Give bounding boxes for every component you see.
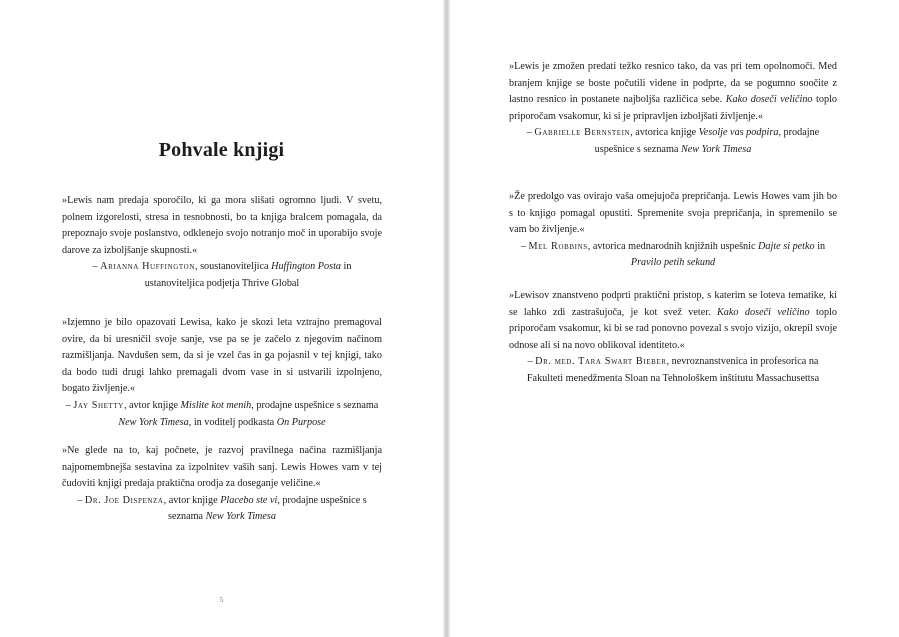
author-name: Jay Shetty (73, 399, 124, 411)
quote-text: »Lewisov znanstveno podprti praktični pristop, s katerim se loteva tematike, ki se lahko zdi zastrašujoča, je kot svež veter. Kako doseči veličino toplo priporočam vsakomur, ki bi se rad ponovno povezal s svojo vizijo, okrepil svoje odnose ali si na novo oblikoval identiteto.« (509, 290, 837, 351)
author-name: Dr. med. Tara Swart Bieber (535, 356, 667, 368)
quote-text: »Lewis je zmožen predati težko resnico tako, da vas pri tem opolnomoči. Med branjem knjige se boste počutili videne in podprte, da se pogumno soočite z lastno resnico in postanete najboljša različica sebe. Kako doseči veličino toplo priporočam vsakomur, ki si je pripravljen izboljšati življenje.« (509, 61, 837, 122)
author-name: Gabrielle Bernstein (534, 127, 631, 139)
quote-text: »Že predolgo vas ovirajo vaša omejujoča prepričanja. Lewis Howes vam jih bo s to knjigo pomagal opustiti. Spremenite svoja prepričanja, in spremenilo se vam bo življenje.« (509, 191, 837, 236)
quote-attribution: – Dr. Joe Dispenza, avtor knjige Placebo ste vi, prodajne uspešnice s seznama New York Timesa (77, 494, 367, 523)
testimonial-swart-bieber (509, 288, 837, 388)
page-number: 5 (219, 596, 224, 604)
quote-text: »Ne glede na to, kaj počnete, je razvoj pravilnega načina razmišljanja najpomembnejša sestavina za izpolnitev vaših sanj. Lewis Howes vam v tej čudoviti knjigi predaja praktična orodja za doseganje veličine.« (62, 445, 382, 490)
page-title: Pohvale knjigi (158, 139, 285, 161)
quote-attribution: – Dr. med. Tara Swart Bieber, nevroznanstvenica in profesorica na Fakulteti menedžmenta Sloan na Tehnološkem inštitutu Massachusettsa (526, 356, 820, 384)
right-page (450, 0, 899, 637)
testimonial-shetty (62, 315, 382, 431)
left-page (0, 0, 443, 637)
quote-attribution: – Gabrielle Bernstein, avtorica knjige Vesolje vas podpira, prodajne uspešnice s seznama New York Timesa (526, 127, 820, 155)
author-name: Dr. Joe Dispenza (84, 494, 164, 506)
testimonial-dispenza (62, 443, 382, 526)
book-gutter (443, 0, 450, 637)
quote-text: »Izjemno je bilo opazovati Lewisa, kako je skozi leta vztrajno premagoval ovire, da bi uresničil svoje sanje, vse pa se je začelo z njegovim načinom razmišljanja. Navdušen sem, da si je vzel čas in ga pojasnil v tej knjigi, tako da bodo tudi drugi lahko premagali dvom vase in si ustvarili izpolnjeno, bogato življenje.« (62, 317, 382, 395)
quote-attribution: – Mel Robbins, avtorica mednarodnih knjižnih uspešnic Dajte si petko in Pravilo petih sekund (520, 240, 826, 269)
testimonial-bernstein (509, 59, 837, 159)
testimonial-huffington (62, 193, 382, 293)
author-name: Arianna Huffington (100, 261, 195, 273)
quote-attribution: – Jay Shetty, avtor knjige Mislite kot menih, prodajne uspešnice s seznama New York Timesa, in voditelj podkasta On Purpose (65, 399, 379, 428)
quote-attribution: – Arianna Huffington, soustanoviteljica Huffington Posta in ustanoviteljica podjetja Thrive Global (92, 261, 352, 289)
author-name: Mel Robbins (528, 240, 588, 252)
quote-text: »Lewis nam predaja sporočilo, ki ga mora slišati ogromno ljudi. V svetu, polnem izgorelosti, stresa in tesnobnosti, bo ta knjiga bralcem pomagala, da prepoznajo svoje poslanstvo, odklenejo svojo notranjo moč in uporabijo svoje darove za izboljšanje skupnosti.« (62, 195, 382, 256)
testimonial-robbins (509, 189, 837, 272)
